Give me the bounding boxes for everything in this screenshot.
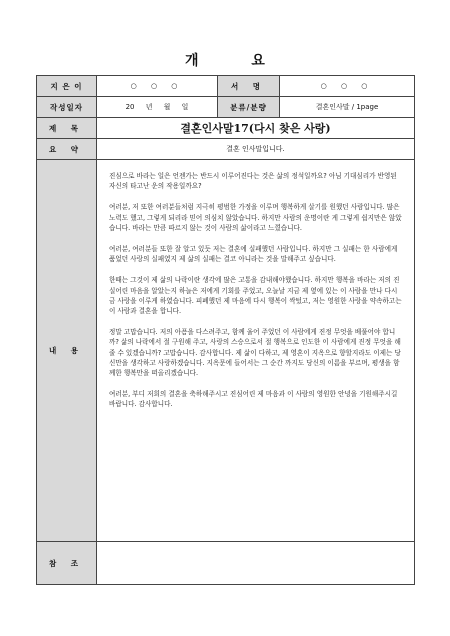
summary-label: 요 약: [37, 139, 97, 160]
date-row: [37, 97, 415, 118]
subject-row: [37, 118, 415, 139]
body-paragraph: 여러분, 부디 저희의 결혼을 축하해주시고 진심어린 제 마음과 이 사람의 영원한 안녕을 기원해주시길 바랍니다. 감사합니다.: [109, 390, 398, 409]
signature-label: 서 명: [218, 76, 280, 97]
reference-label: 참 조: [37, 542, 97, 585]
summary-table: [36, 75, 415, 585]
subject-label: 제 목: [37, 118, 97, 139]
body-paragraph: 정말 고맙습니다. 저의 아픔을 다스려주고, 함께 울어 주었던 이 사람에게 진정 무엇을 베풀어야 합니까? 삶의 나락에서 절 구원해 주고, 사랑의 스승으로서 절 행복으로 인도한 이 사람에게 진정 무엇을 해 줄 수 있겠습니까? 고맙습니다. 감사합니다. 제 삶이 다하고, 제 영혼이 지옥으로 향할지라도 이제는 당신만을 생각하고 사랑하겠습니다. 지옥문에 들어서는 그 순간 까지도 당신의 이름을 부르며, 평생을 함께한 행복만을 떠올리겠습니다.: [109, 328, 401, 378]
author-row: [37, 76, 415, 97]
summary-row: [37, 139, 415, 160]
date-value: 20 년 월 일: [97, 97, 218, 118]
author-value: ○ ○ ○: [97, 76, 218, 97]
document-title: 개 요: [185, 53, 289, 69]
body-row: [37, 160, 415, 542]
signature-value: ○ ○ ○: [280, 76, 415, 97]
subject-value: 결혼인사말17(다시 찾은 사랑): [97, 118, 415, 139]
author-label: 지 은 이: [37, 76, 97, 97]
body-paragraph: 여러분, 여러분들 또한 잘 알고 있듯 저는 결혼에 실패했던 사람입니다. 하지만 그 실패는 한 사람에게 품었던 사랑의 실패였지 제 삶의 실패는 결코 아니라는 것을 말해주고 싶습니다.: [109, 245, 398, 264]
date-label: 작성일자: [37, 97, 97, 118]
summary-value: 결혼 인사말입니다.: [97, 139, 415, 160]
reference-row: [37, 542, 415, 585]
category-value: 결혼인사말 / 1page: [280, 97, 415, 118]
reference-value: [97, 542, 415, 585]
body-paragraph: 한때는 그것이 제 삶의 나락이란 생각에 많은 고통을 감내해야했습니다. 하지만 행복을 바라는 저의 진실어린 마음을 알았는지 하늘은 저에게 기회를 주었고, 오늘날 지금 제 옆에 있는 이 사람을 만나 다시금 사랑을 이루게 하였습니다. 피폐했던 제 마음에 다시 행복이 싹텄고, 저는 영원한 사랑을 약속하고는 이 사람과 결혼을 합니다.: [109, 276, 402, 316]
body-paragraph: 진심으로 바라는 일은 언젠가는 반드시 이루어진다는 것은 삶의 정석일까요? 아님 기대심리가 반영된 자신의 타고난 운의 작용일까요?: [109, 172, 397, 191]
body-content: [97, 160, 415, 542]
category-label: 분류/분량: [218, 97, 280, 118]
body-label: 내 용: [37, 160, 97, 542]
body-paragraph: 여러분, 저 또한 여러분들처럼 지극히 평범한 가정을 이루며 행복하게 살기를 원했던 사람입니다. 많은 노력도 했고, 그렇게 되리라 믿어 의심치 않았습니다. 하지만 사람의 운명이란 게 그렇게 쉽지만은 않았습니다. 바라는 만큼 따르지 않는 것이 사람의 삶이라고 느꼈습니다.: [109, 203, 402, 232]
